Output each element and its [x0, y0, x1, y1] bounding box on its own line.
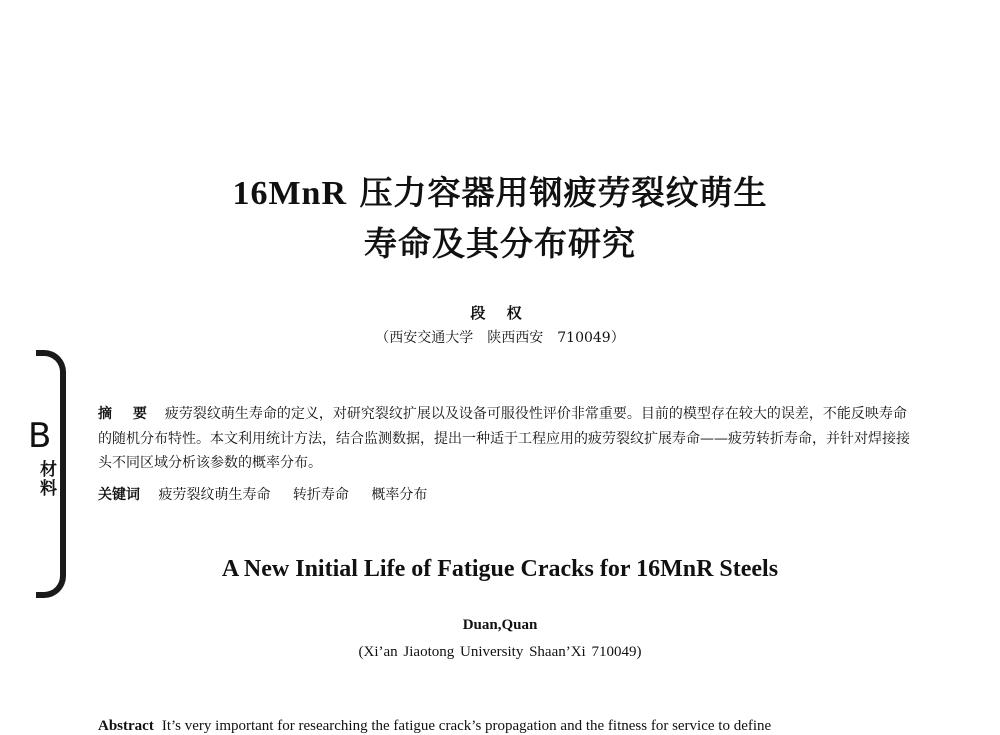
- abstract-en-text: It’s very important for researching the fatigue crack’s propagation and the fitness for service to define: [161, 718, 772, 734]
- title-line-1: [0, 168, 1000, 219]
- abstract-en: [98, 718, 910, 735]
- author-en: Duan,Quan: [462, 617, 538, 633]
- section-letter: B: [28, 416, 52, 456]
- affiliation-en: (Xi’an Jiaotong University Shaan’Xi 710049): [358, 644, 642, 660]
- author-cn: 段 权: [470, 304, 530, 322]
- abstract-cn-text: 疲劳裂纹萌生寿命的定义，对研究裂纹扩展以及设备可服役性评价非常重要。目前的模型存在较大的误差，不能反映寿命的随机分布特性。本文利用统计方法，结合监测数据，提出一种适于工程应用的疲劳裂纹扩展寿命——疲劳转折寿命，并针对焊接接头不同区域分析该参数的概率分布。: [98, 406, 910, 471]
- title-line-1-text: 压力容器用钢疲劳裂纹萌生: [359, 173, 768, 212]
- keyword-item: 疲劳裂纹萌生寿命: [158, 487, 271, 503]
- abstract-cn: [98, 402, 910, 476]
- title-line-2: 寿命及其分布研究: [364, 224, 636, 263]
- abstract-en-label: Abstract: [98, 718, 154, 734]
- abstract-cn-label: 摘 要: [98, 406, 155, 422]
- paper-title-en: A New Initial Life of Fatigue Cracks for 16MnR Steels: [221, 556, 779, 582]
- title-steel-grade: 16MnR: [232, 175, 348, 212]
- affiliation-cn: （西安交通大学 陕西西安 710049）: [375, 330, 625, 346]
- paper-title-cn: [0, 168, 1000, 269]
- keyword-item: 转折寿命: [292, 487, 349, 503]
- keywords-cn-label: 关键词: [98, 487, 140, 503]
- keyword-item: 概率分布: [371, 487, 428, 503]
- keywords-cn: [98, 484, 910, 506]
- section-label: 材料: [36, 460, 56, 498]
